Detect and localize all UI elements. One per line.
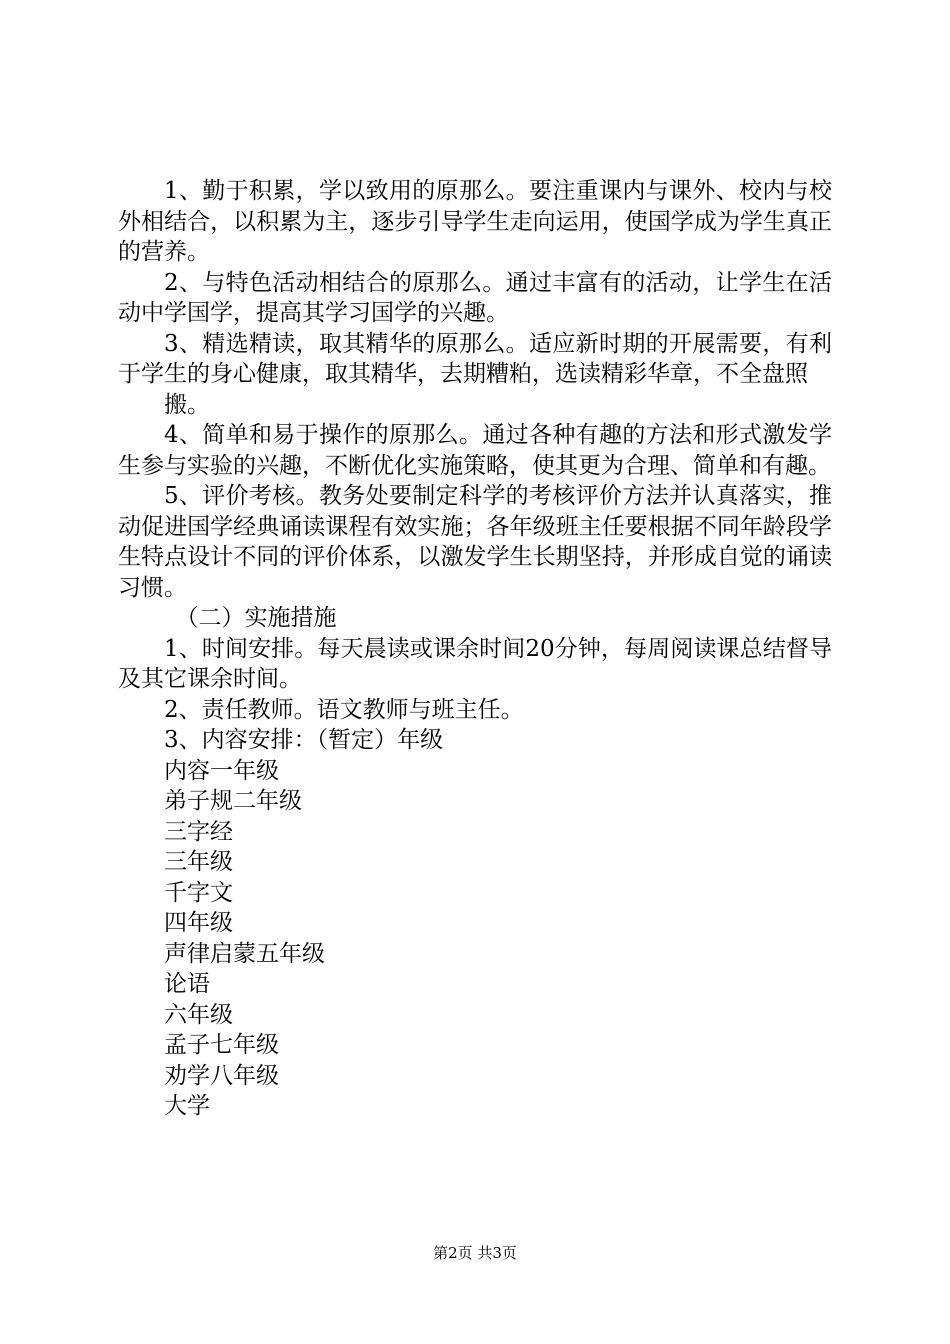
paragraph-principle-3-continuation: 搬。 [164,391,210,418]
list-item: 孟子七年级 [164,1032,279,1058]
list-item: 劝学八年级 [164,1062,279,1089]
section-heading-measures: （二）实施措施 [175,605,337,631]
list-item: 三字经 [164,818,233,845]
list-item: 内容一年级 [164,757,279,784]
line-content-arrangement: 3、内容安排：（暂定）年级 [164,727,444,753]
paragraph-principle-2: 2、与特色活动相结合的原那么。通过丰富有的活动，让学生在活动中学国学，提高其学习国学的兴趣。 [118,269,832,326]
document-body [118,176,832,1122]
paragraph-principle-1: 1、勤于积累，学以致用的原那么。要注重课内与课外、校内与校外相结合，以积累为主，逐步引导学生走向运用，使国学成为学生真正的营养。 [118,178,832,265]
list-item: 弟子规二年级 [164,788,302,814]
list-item: 四年级 [164,910,233,936]
paragraph-principle-5: 5、评价考核。教务处要制定科学的考核评价方法并认真落实，推动促进国学经典诵读课程有效实施；各年级班主任要根据不同年龄段学生特点设计不同的评价体系，以激发学生长期坚持，并形成自觉的诵读习惯。 [118,483,832,601]
line-responsible-teacher: 2、责任教师。语文教师与班主任。 [164,696,524,723]
paragraph-time-arrangement: 1、时间安排。每天晨读或课余时间20分钟，每周阅读课总结督导及其它课余时间。 [118,635,832,692]
list-item: 三年级 [164,849,233,875]
list-item: 论语 [164,971,210,997]
list-item: 大学 [164,1093,210,1119]
list-item: 声律启蒙五年级 [164,940,325,967]
list-item: 六年级 [164,1001,233,1028]
page-footer: 第2页 共3页 [433,1244,517,1262]
paragraph-principle-3: 3、精选精读，取其精华的原那么。适应新时期的开展需要，有利于学生的身心健康，取其精华，去期糟粕，选读精彩华章，不全盘照 [118,330,832,387]
list-item: 千字文 [164,879,233,906]
paragraph-principle-4: 4、简单和易于操作的原那么。通过各种有趣的方法和形式激发学生参与实验的兴趣，不断优化实施策略，使其更为合理、简单和有趣。 [118,422,832,479]
